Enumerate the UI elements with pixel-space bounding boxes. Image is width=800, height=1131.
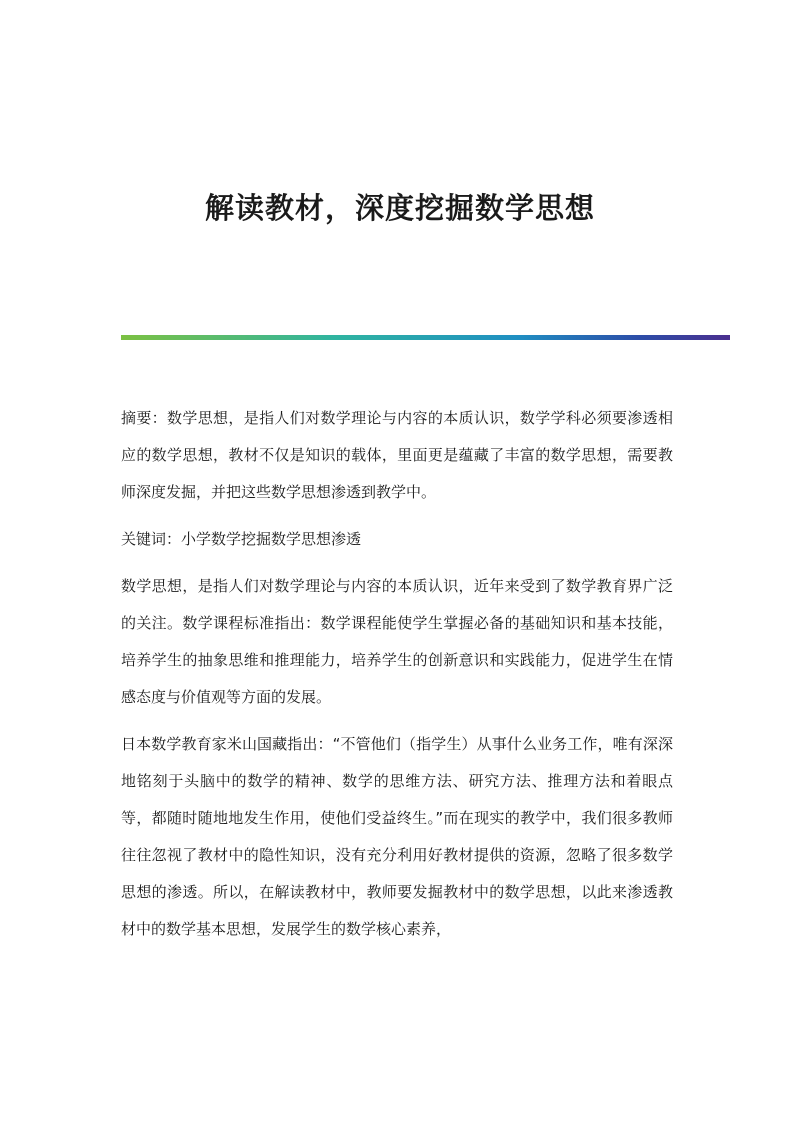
document-title: 解读教材，深度挖掘数学思想 bbox=[204, 191, 595, 225]
keywords-line: 关键词：小学数学挖掘数学思想渗透 bbox=[121, 530, 362, 548]
body-paragraph-1: 数学思想，是指人们对数学理论与内容的本质认识，近年来受到了数学教育界广泛的关注。数学课程标准指出：数学课程能使学生掌握必备的基础知识和基本技能，培养学生的抽象思维和推理能力，培养学生的创新意识和实践能力，促进学生在情感态度与价值观等方面的发展。 bbox=[121, 577, 673, 706]
document-body bbox=[121, 400, 673, 958]
title-divider bbox=[121, 335, 730, 340]
abstract-paragraph: 摘要：数学思想，是指人们对数学理论与内容的本质认识，数学学科必须要渗透相应的数学思想，教材不仅是知识的载体，里面更是蕴藏了丰富的数学思想，需要教师深度发掘，并把这些数学思想渗透到教学中。 bbox=[121, 409, 673, 501]
body-paragraph-2: 日本数学教育家米山国藏指出：“不管他们（指学生）从事什么业务工作，唯有深深地铭刻于头脑中的数学的精神、数学的思维方法、研究方法、推理方法和着眼点等，都随时随地地发生作用，使他们受益终生。”而在现实的教学中，我们很多教师往往忽视了教材中的隐性知识，没有充分利用好教材提供的资源，忽略了很多数学思想的渗透。所以，在解读教材中，教师要发掘教材中的数学思想，以此来渗透教材中的数学基本思想，发展学生的数学核心素养， bbox=[121, 735, 673, 938]
